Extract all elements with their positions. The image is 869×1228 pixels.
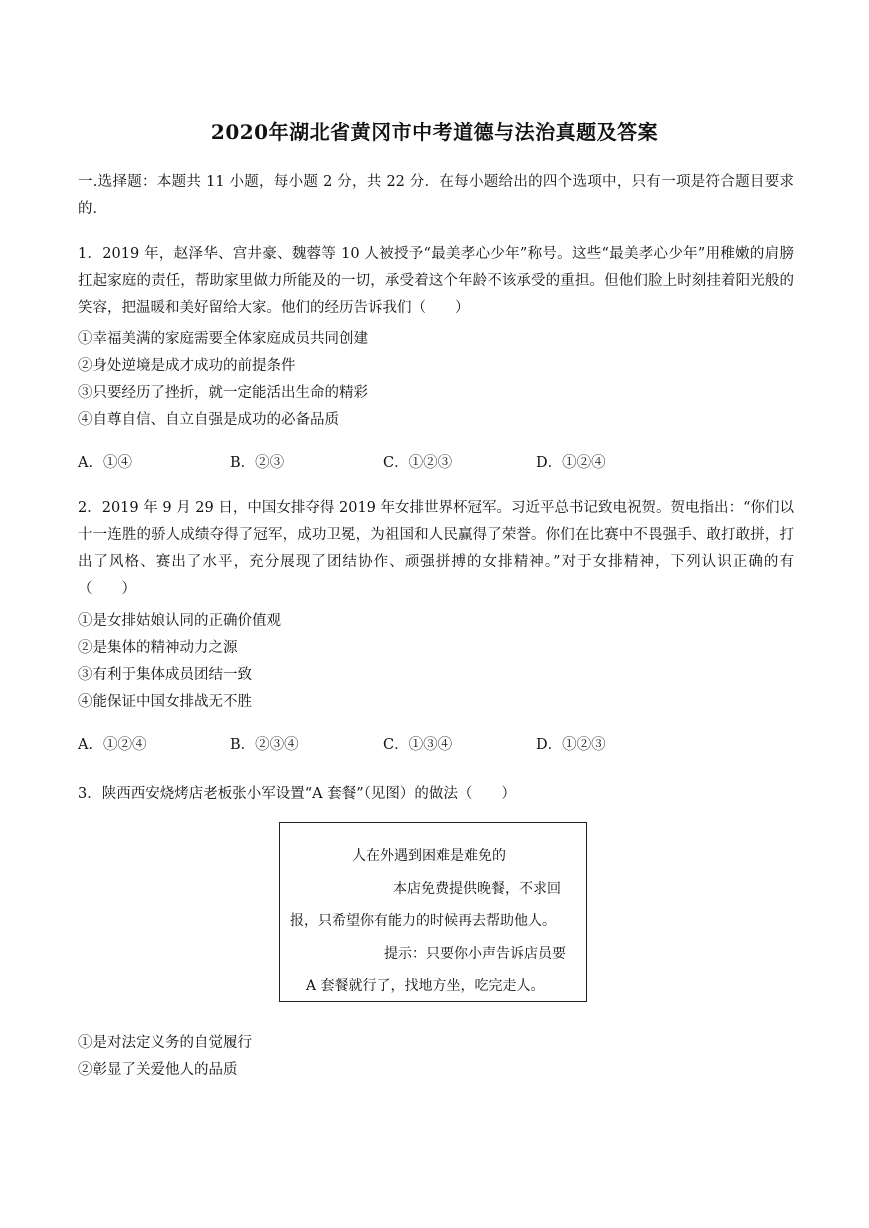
question-1-option-c: C．①②③ [383, 455, 453, 471]
question-3-item-1: ①是对法定义务的自觉履行 [78, 1035, 252, 1051]
question-1-item-3: ③只要经历了挫折，就一定能活出生命的精彩 [78, 385, 368, 401]
question-2-item-3: ③有利于集体成员团结一致 [78, 667, 252, 683]
section-heading: 一.选择题：本题共 11 小题，每小题 2 分，共 22 分．在每小题给出的四个选项中，只有一项是符合题目要求的． [78, 174, 794, 217]
question-1-item-2: ②身处逆境是成才成功的前提条件 [78, 358, 296, 374]
menu-sign-box [279, 822, 587, 1002]
question-1-option-a: A．①④ [78, 455, 132, 471]
question-2-option-c: C．①③④ [383, 737, 453, 753]
question-2-item-2: ②是集体的精神动力之源 [78, 640, 238, 656]
question-2-item-1: ①是女排姑娘认同的正确价值观 [78, 613, 281, 629]
question-1-item-1: ①幸福美满的家庭需要全体家庭成员共同创建 [78, 331, 368, 347]
sign-line-5: A 套餐就行了，找地方坐，吃完走人。 [306, 978, 545, 994]
question-1-stem: 1．2019 年，赵泽华、宫井豪、魏蓉等 10 人被授予“最美孝心少年”称号。这些“最美孝心少年”用稚嫩的肩膀扛起家庭的责任，帮助家里做力所能及的一切，承受着这个年龄不该承受的重担。但他们脸上时刻挂着阳光般的笑容，把温暖和美好留给大家。他们的经历告诉我们（ ） [78, 246, 794, 316]
question-1-option-d: D．①②④ [536, 455, 606, 471]
page-title: 2020年湖北省黄冈市中考道德与法治真题及答案 [210, 120, 659, 144]
question-3-stem: 3．陕西西安烧烤店老板张小军设置“A 套餐”（见图）的做法（ ） [78, 786, 516, 802]
question-2-option-a: A．①②④ [78, 737, 147, 753]
question-1-option-b: B．②③ [230, 455, 285, 471]
question-3-item-2: ②彰显了关爱他人的品质 [78, 1062, 238, 1078]
question-2-option-d: D．①②③ [536, 737, 606, 753]
sign-line-2: 本店免费提供晚餐，不求回 [393, 881, 561, 897]
sign-line-1: 人在外遇到困难是难免的 [352, 848, 506, 864]
question-2-item-4: ④能保证中国女排战无不胜 [78, 694, 252, 710]
sign-line-3: 报，只希望你有能力的时候再去帮助他人。 [290, 913, 556, 929]
question-2-option-b: B．②③④ [230, 737, 299, 753]
sign-line-4: 提示：只要你小声告诉店员要 [384, 946, 566, 962]
question-2-stem: 2．2019 年 9 月 29 日，中国女排夺得 2019 年女排世界杯冠军。习近平总书记致电祝贺。贺电指出：“你们以十一连胜的骄人成绩夺得了冠军，成功卫冕，为祖国和人民赢得了荣誉。你们在比赛中不畏强手、敢打敢拼，打出了风格、赛出了水平，充分展现了团结协作、顽强拼搏的女排精神。”对于女排精神，下列认识正确的有（ ） [78, 500, 794, 597]
question-1-item-4: ④自尊自信、自立自强是成功的必备品质 [78, 412, 339, 428]
